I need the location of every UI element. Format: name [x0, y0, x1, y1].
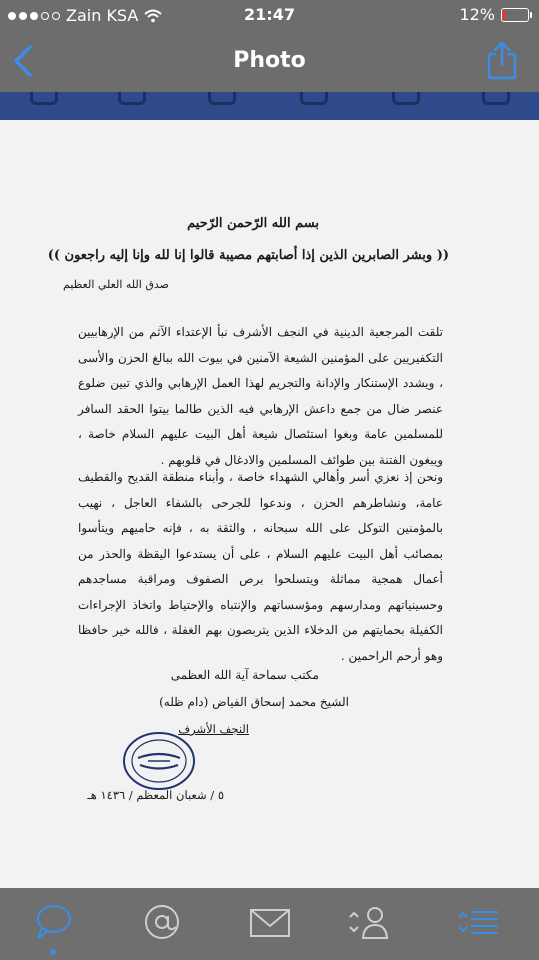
page-title: Photo [233, 48, 306, 73]
verse-source: صدق الله العلي العظيم [63, 278, 169, 291]
navigation-bar [0, 30, 539, 92]
list-icon[interactable] [456, 902, 500, 942]
active-tab-indicator [50, 949, 56, 955]
at-sign-icon[interactable] [140, 902, 184, 942]
status-bar [0, 0, 539, 30]
document-page [0, 120, 539, 888]
battery-info [459, 5, 529, 24]
speech-bubble-icon[interactable] [32, 902, 76, 942]
statement-paragraph-1: تلقت المرجعية الدينية في النجف الأشرف نبأ الإعتداء الآثم من الإرهابيين التكفيريين على المؤمنين الشيعة الآمنين في بيوت الله ببالغ الحزن والأسى ، ويشدد الإستنكار والإدانة والتجريم لهذا العمل الإرهابي والذي تبين ضلوع عنصر ضال من جمع داعش الإرهابي فيه الذين طالما بيتوا الحقد السافر للمسلمين عامة وبغوا استئصال شيعة أهل البيت عليهم السلام خاصة ، ويبغون الفتنة بين طوائف المسلمين والادغال في قلوبهم . [78, 325, 443, 467]
tab-bar [0, 888, 539, 960]
carrier-name: Zain KSA [66, 6, 139, 25]
envelope-icon[interactable] [248, 902, 292, 942]
signature-office: مكتب سماحة آية الله العظمى [170, 668, 319, 682]
document-date: ٥ / شعبان المعظم / ١٤٣٦ هـ [87, 788, 224, 802]
statement-paragraph-2: ونحن إذ نعزي أسر وأهالي الشهداء خاصة ، وأبناء منطقة القديح والقطيف عامة، ونشاطرهم الحزن ، وندعوا للجرحى بالشفاء العاجل ، نهيب بالمؤمنين التوكل على الله سبحانه ، والثقة به ، فإنه حاميهم ويتأسوا بمصائب أهل البيت عليهم السلام ، على أن يستدعوا اليقظة والحذر من أعمال همجية مماثلة ويتسلحوا برص الصفوف ومراقبة مساجدهم وحسينياتهم ومدارسهم ومؤسساتهم والإنتباه والإحتياط واتخاذ الإجراءات الكفيلة بحمايتهم من الدخلاء الذين يتربصون بهم الغفلة ، فالله خير حافظا وهو أرحم الراحمين . [78, 470, 444, 663]
share-icon[interactable] [485, 40, 519, 80]
signature-city: النجف الأشرف [178, 722, 249, 736]
quran-verse: (( وبشر الصابرين الذين إذا أصابتهم مصيبة قالوا إنا لله وإنا إليه راجعون )) [47, 248, 449, 263]
battery-icon [501, 8, 529, 22]
photo-viewer[interactable] [0, 92, 539, 888]
signature-name: الشيخ محمد إسحاق الفياض (دام ظله) [159, 695, 349, 709]
person-sort-icon[interactable] [346, 902, 390, 942]
status-time: 21:47 [244, 5, 295, 24]
battery-percent: 12% [459, 5, 495, 24]
cropped-app-toolbar [0, 92, 539, 120]
official-seal-icon [120, 730, 198, 792]
basmala-heading: بسم الله الرّحمن الرّحيم [187, 216, 319, 231]
